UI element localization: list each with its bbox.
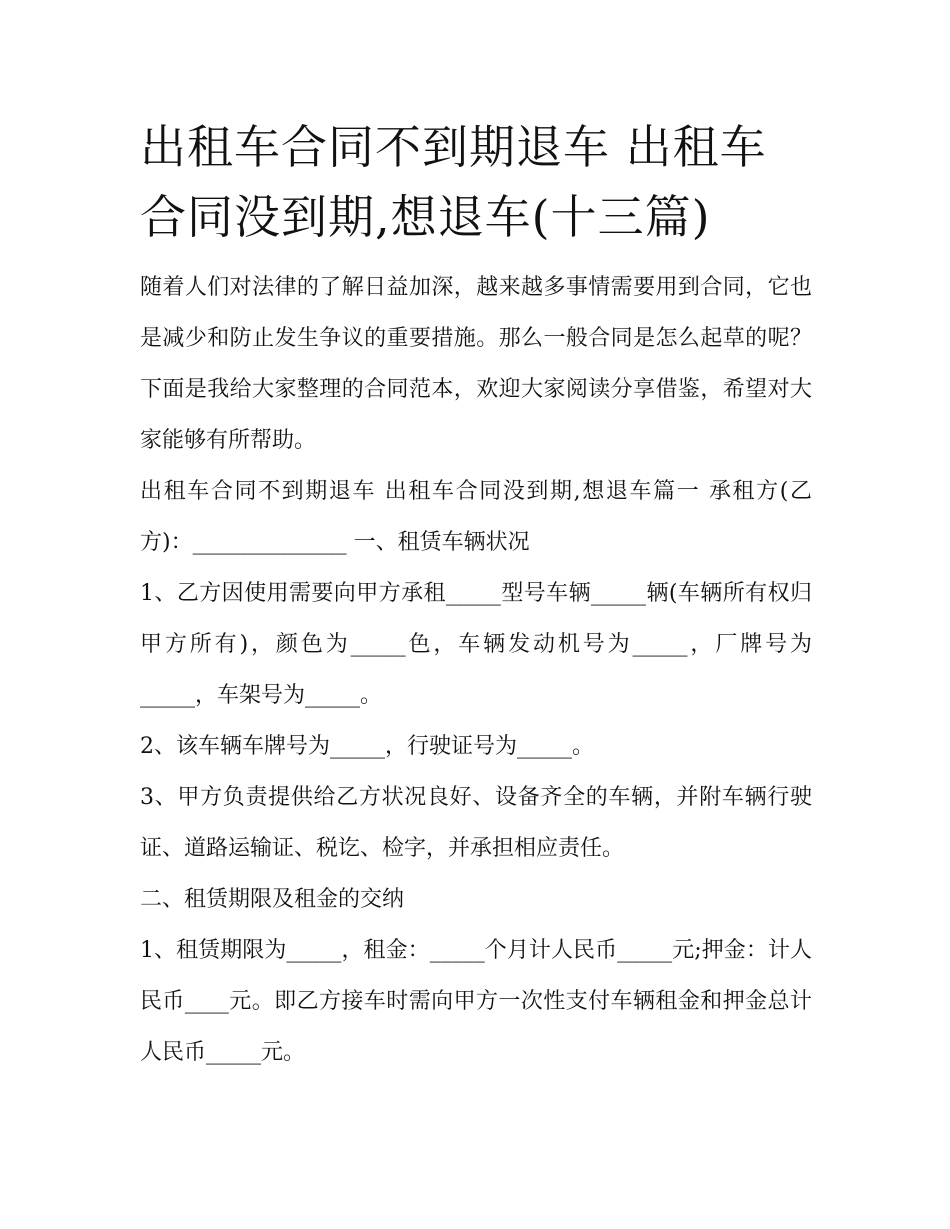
clause-1-3: 3、甲方负责提供给乙方状况良好、设备齐全的车辆，并附车辆行驶证、道路运输证、税讫、检字，并承担相应责任。 [140,785,812,861]
clause-1-2: 2、该车辆车牌号为_____，行驶证号为_____。 [140,734,594,759]
section-two-heading: 二、租赁期限及租金的交纳 [140,887,405,912]
intro-paragraph: 随着人们对法律的了解日益加深，越来越多事情需要用到合同，它也是减少和防止发生争议的重要措施。那么一般合同是怎么起草的呢？下面是我给大家整理的合同范本，欢迎大家阅读分享借鉴，希望对大家能够有所帮助。 [140,275,812,453]
section-one-heading: 出租车合同不到期退车 出租车合同没到期,想退车篇一 承租方(乙方)：______________ 一、租赁车辆状况 [140,479,812,555]
document-page [140,112,812,1078]
document-title: 出租车合同不到期退车 出租车合同没到期,想退车(十三篇) [140,120,767,244]
clause-2-1: 1、租赁期限为_____，租金：_____个月计人民币_____元;押金：计人民币____元。即乙方接车时需向甲方一次性支付车辆租金和押金总计人民币_____元。 [140,938,812,1065]
clause-1-1: 1、乙方因使用需要向甲方承租_____型号车辆_____辆(车辆所有权归甲方所有)，颜色为_____色，车辆发动机号为_____，厂牌号为_____，车架号为_____。 [140,581,812,708]
